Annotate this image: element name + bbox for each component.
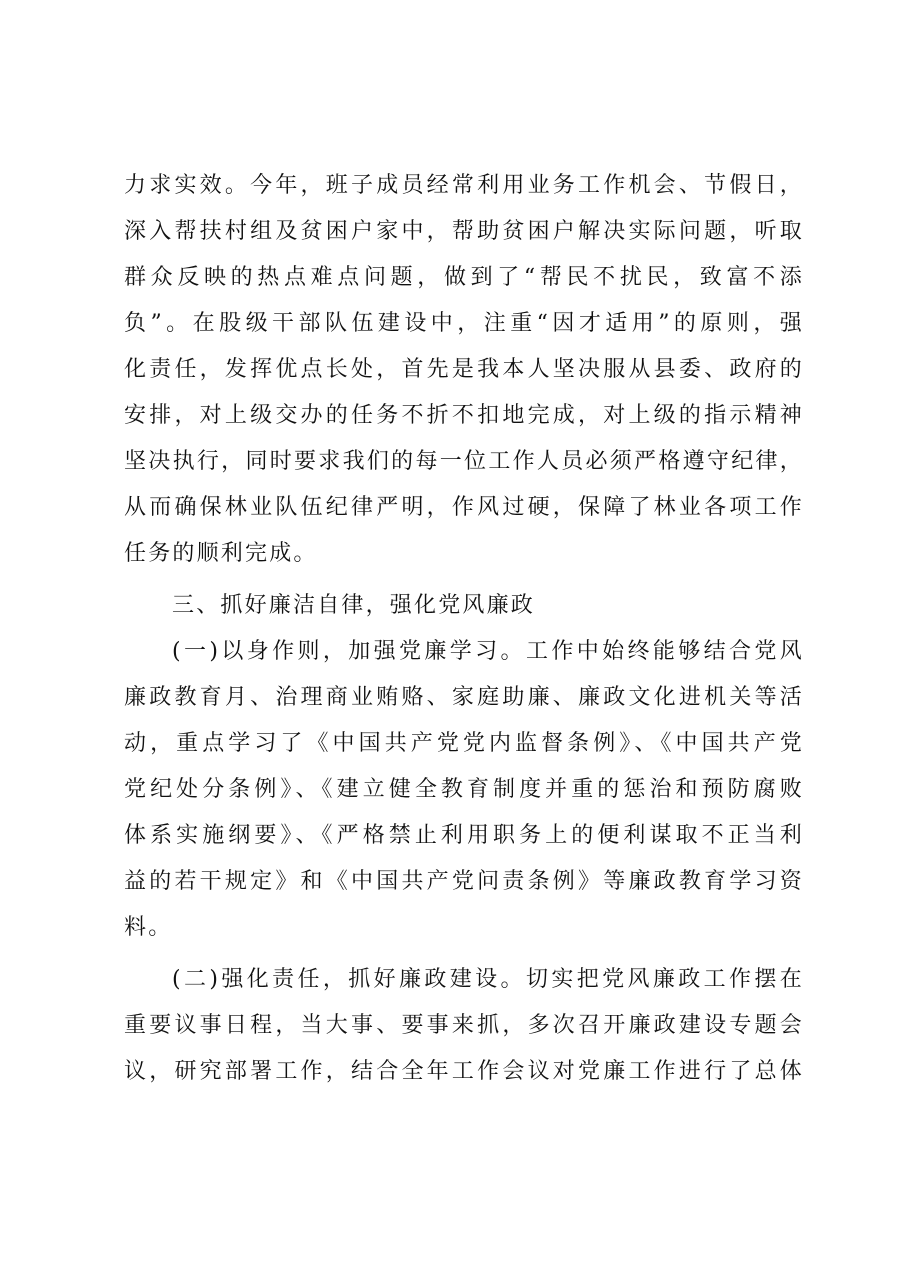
text-line: 党纪处分条例》、《建立健全教育制度并重的惩治和预防腐败 [124, 777, 804, 802]
text-line: 重要议事日程，当大事、要事来抓，多次召开廉政建设专题会 [124, 1013, 804, 1038]
section-heading: 三、抓好廉洁自律，强化党风廉政 [172, 593, 536, 618]
text-line: 议，研究部署工作，结合全年工作会议对党廉工作进行了总体 [124, 1059, 804, 1084]
text-line: 益的若干规定》和《中国共产党问责条例》等廉政教育学习资 [124, 869, 804, 894]
text-line: 深入帮扶村组及贫困户家中，帮助贫困户解决实际问题，听取 [124, 219, 804, 244]
text-line: 化责任，发挥优点长处，首先是我本人坚决服从县委、政府的 [124, 357, 804, 382]
text-line: 力求实效。今年，班子成员经常利用业务工作机会、节假日， [124, 173, 804, 198]
text-line: 群众反映的热点难点问题，做到了“帮民不扰民，致富不添 [124, 265, 804, 290]
text-line: 安排，对上级交办的任务不折不扣地完成，对上级的指示精神 [124, 403, 804, 428]
paragraph-first-line: (二)强化责任，抓好廉政建设。切实把党风廉政工作摆在 [172, 967, 804, 992]
text-line: 坚决执行，同时要求我们的每一位工作人员必须严格遵守纪律， [124, 449, 804, 474]
text-line: 从而确保林业队伍纪律严明，作风过硬，保障了林业各项工作 [124, 495, 804, 520]
text-line: 廉政教育月、治理商业贿赂、家庭助廉、廉政文化进机关等活 [124, 685, 804, 710]
text-line: 动，重点学习了《中国共产党党内监督条例》、《中国共产党 [124, 731, 804, 756]
text-line: 料。 [124, 915, 173, 940]
paragraph-first-line: (一)以身作则，加强党廉学习。工作中始终能够结合党风 [172, 639, 804, 664]
text-line: 负”。在股级干部队伍建设中，注重“因才适用”的原则，强 [124, 311, 804, 336]
text-line: 任务的顺利完成。 [124, 541, 318, 566]
text-line: 体系实施纲要》、《严格禁止利用职务上的便利谋取不正当利 [124, 823, 804, 848]
document-body [124, 163, 804, 1095]
